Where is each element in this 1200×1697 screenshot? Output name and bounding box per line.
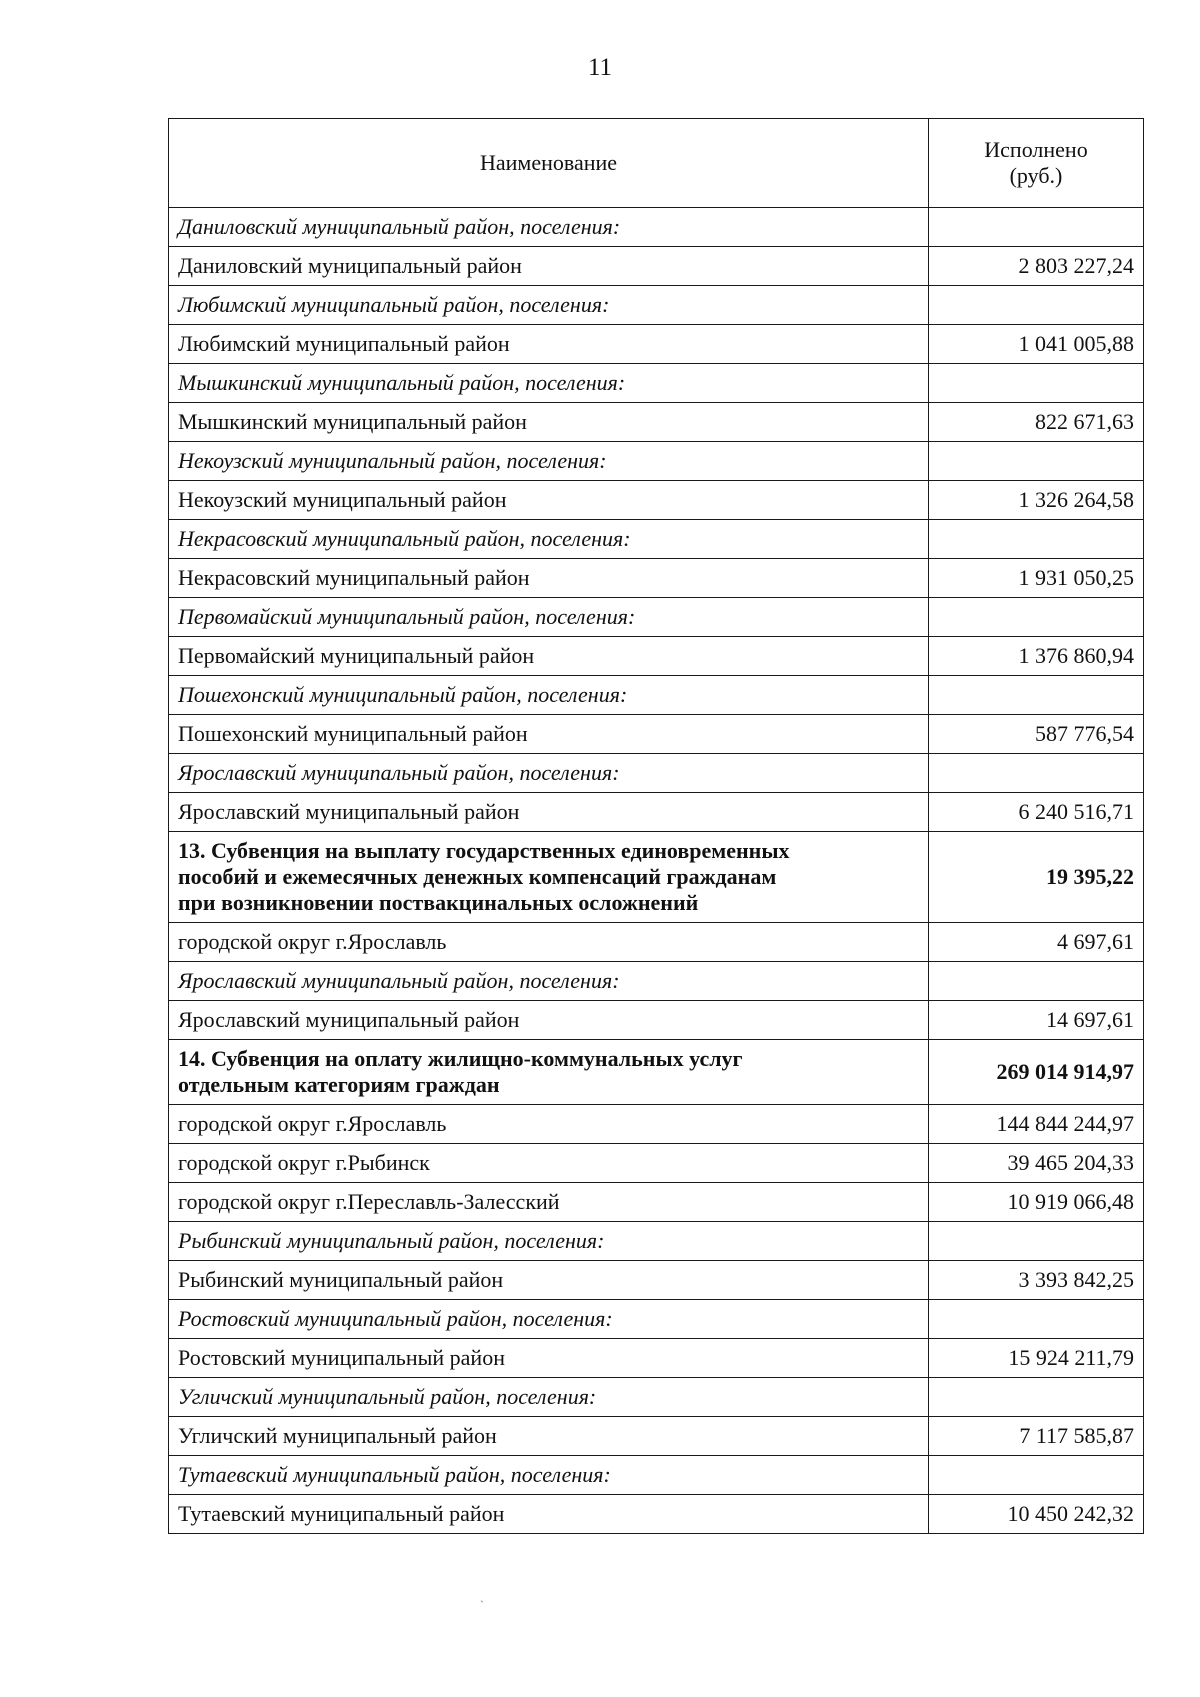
row-name-cell: Даниловский муниципальный район xyxy=(169,247,929,286)
table-row xyxy=(169,1261,1144,1300)
row-name-cell: Ярославский муниципальный район xyxy=(169,793,929,832)
table-row xyxy=(169,1001,1144,1040)
subsidy-total-row xyxy=(169,1040,1144,1105)
table-row xyxy=(169,1339,1144,1378)
table-row xyxy=(169,1183,1144,1222)
row-value-cell: 14 697,61 xyxy=(929,1001,1144,1040)
row-name-line: пособий и ежемесячных денежных компенсаций гражданам xyxy=(178,864,777,889)
row-name-cell: городской округ г.Рыбинск xyxy=(169,1144,929,1183)
table-row xyxy=(169,715,1144,754)
row-name-cell: Любимский муниципальный район, поселения: xyxy=(169,286,929,325)
row-name-cell: Ярославский муниципальный район, поселения: xyxy=(169,962,929,1001)
group-heading-row xyxy=(169,208,1144,247)
group-heading-row xyxy=(169,364,1144,403)
row-name-cell: Пошехонский муниципальный район xyxy=(169,715,929,754)
row-value-cell: 269 014 914,97 xyxy=(929,1040,1144,1105)
table-row xyxy=(169,637,1144,676)
group-heading-row xyxy=(169,286,1144,325)
row-value-cell xyxy=(929,1222,1144,1261)
group-heading-row xyxy=(169,1300,1144,1339)
row-value-cell xyxy=(929,208,1144,247)
page-number: 11 xyxy=(587,54,613,81)
row-name-cell: городской округ г.Переславль-Залесский xyxy=(169,1183,929,1222)
row-value-cell: 1 376 860,94 xyxy=(929,637,1144,676)
table-row xyxy=(169,1144,1144,1183)
row-value-cell: 587 776,54 xyxy=(929,715,1144,754)
row-name-cell: Ярославский муниципальный район, поселения: xyxy=(169,754,929,793)
row-value-cell: 144 844 244,97 xyxy=(929,1105,1144,1144)
group-heading-row xyxy=(169,520,1144,559)
group-heading-row xyxy=(169,598,1144,637)
row-name-cell xyxy=(169,1040,929,1105)
row-name-cell xyxy=(169,832,929,923)
row-value-cell xyxy=(929,1300,1144,1339)
row-name-cell: городской округ г.Ярославль xyxy=(169,1105,929,1144)
table-row xyxy=(169,403,1144,442)
group-heading-row xyxy=(169,442,1144,481)
column-header-executed-line1: Исполнено xyxy=(984,137,1088,162)
row-value-cell xyxy=(929,1456,1144,1495)
table-body xyxy=(169,208,1144,1534)
row-name-cell: Угличский муниципальный район xyxy=(169,1417,929,1456)
row-name-cell: Рыбинский муниципальный район xyxy=(169,1261,929,1300)
row-value-cell: 822 671,63 xyxy=(929,403,1144,442)
row-name-cell: Первомайский муниципальный район xyxy=(169,637,929,676)
row-value-cell: 19 395,22 xyxy=(929,832,1144,923)
group-heading-row xyxy=(169,1378,1144,1417)
row-name-cell: Любимский муниципальный район xyxy=(169,325,929,364)
budget-execution-table xyxy=(168,118,1144,1534)
table-row xyxy=(169,923,1144,962)
row-value-cell: 2 803 227,24 xyxy=(929,247,1144,286)
column-header-executed-line2: (руб.) xyxy=(1009,163,1063,188)
row-name-cell: Даниловский муниципальный район, поселения: xyxy=(169,208,929,247)
row-value-cell xyxy=(929,598,1144,637)
row-value-cell xyxy=(929,754,1144,793)
row-value-cell: 3 393 842,25 xyxy=(929,1261,1144,1300)
row-name-cell: Некрасовский муниципальный район, поселения: xyxy=(169,520,929,559)
row-name-cell: Ростовский муниципальный район, поселения: xyxy=(169,1300,929,1339)
group-heading-row xyxy=(169,1222,1144,1261)
row-value-cell xyxy=(929,286,1144,325)
row-name-cell: Ярославский муниципальный район xyxy=(169,1001,929,1040)
group-heading-row xyxy=(169,1456,1144,1495)
row-name-cell: Ростовский муниципальный район xyxy=(169,1339,929,1378)
subsidy-total-row xyxy=(169,832,1144,923)
row-value-cell: 1 326 264,58 xyxy=(929,481,1144,520)
row-value-cell: 7 117 585,87 xyxy=(929,1417,1144,1456)
table-row xyxy=(169,1417,1144,1456)
row-value-cell xyxy=(929,676,1144,715)
table-row xyxy=(169,559,1144,598)
row-name-cell: Мышкинский муниципальный район, поселения: xyxy=(169,364,929,403)
row-name-cell: Некоузский муниципальный район xyxy=(169,481,929,520)
row-value-cell xyxy=(929,962,1144,1001)
row-value-cell: 4 697,61 xyxy=(929,923,1144,962)
table-row xyxy=(169,481,1144,520)
group-heading-row xyxy=(169,962,1144,1001)
row-value-cell xyxy=(929,442,1144,481)
group-heading-row xyxy=(169,754,1144,793)
row-name-cell: Тутаевский муниципальный район xyxy=(169,1495,929,1534)
table-row xyxy=(169,325,1144,364)
row-name-cell: Угличский муниципальный район, поселения: xyxy=(169,1378,929,1417)
column-header-executed xyxy=(929,119,1144,208)
table-row xyxy=(169,247,1144,286)
group-heading-row xyxy=(169,676,1144,715)
row-value-cell: 39 465 204,33 xyxy=(929,1144,1144,1183)
table-header-row xyxy=(169,119,1144,208)
row-name-line: отдельным категориям граждан xyxy=(178,1072,500,1097)
row-name-cell: Первомайский муниципальный район, поселения: xyxy=(169,598,929,637)
row-name-cell: Тутаевский муниципальный район, поселения: xyxy=(169,1456,929,1495)
row-name-cell: городской округ г.Ярославль xyxy=(169,923,929,962)
row-value-cell: 1 931 050,25 xyxy=(929,559,1144,598)
row-name-cell: Мышкинский муниципальный район xyxy=(169,403,929,442)
row-value-cell: 1 041 005,88 xyxy=(929,325,1144,364)
table-row xyxy=(169,1495,1144,1534)
row-value-cell: 15 924 211,79 xyxy=(929,1339,1144,1378)
row-value-cell: 10 919 066,48 xyxy=(929,1183,1144,1222)
row-value-cell: 6 240 516,71 xyxy=(929,793,1144,832)
scan-speck: ˏ xyxy=(480,1589,484,1603)
row-name-line: при возникновении поствакцинальных осложнений xyxy=(178,890,699,915)
row-value-cell: 10 450 242,32 xyxy=(929,1495,1144,1534)
row-name-cell: Рыбинский муниципальный район, поселения: xyxy=(169,1222,929,1261)
table-row xyxy=(169,1105,1144,1144)
row-value-cell xyxy=(929,1378,1144,1417)
table-row xyxy=(169,793,1144,832)
column-header-name: Наименование xyxy=(169,119,929,208)
row-value-cell xyxy=(929,520,1144,559)
row-name-cell: Некрасовский муниципальный район xyxy=(169,559,929,598)
row-name-cell: Некоузский муниципальный район, поселения: xyxy=(169,442,929,481)
row-name-line: 14. Субвенция на оплату жилищно-коммунальных услуг xyxy=(178,1046,743,1071)
row-value-cell xyxy=(929,364,1144,403)
row-name-cell: Пошехонский муниципальный район, поселения: xyxy=(169,676,929,715)
row-name-line: 13. Субвенция на выплату государственных единовременных xyxy=(178,838,790,863)
